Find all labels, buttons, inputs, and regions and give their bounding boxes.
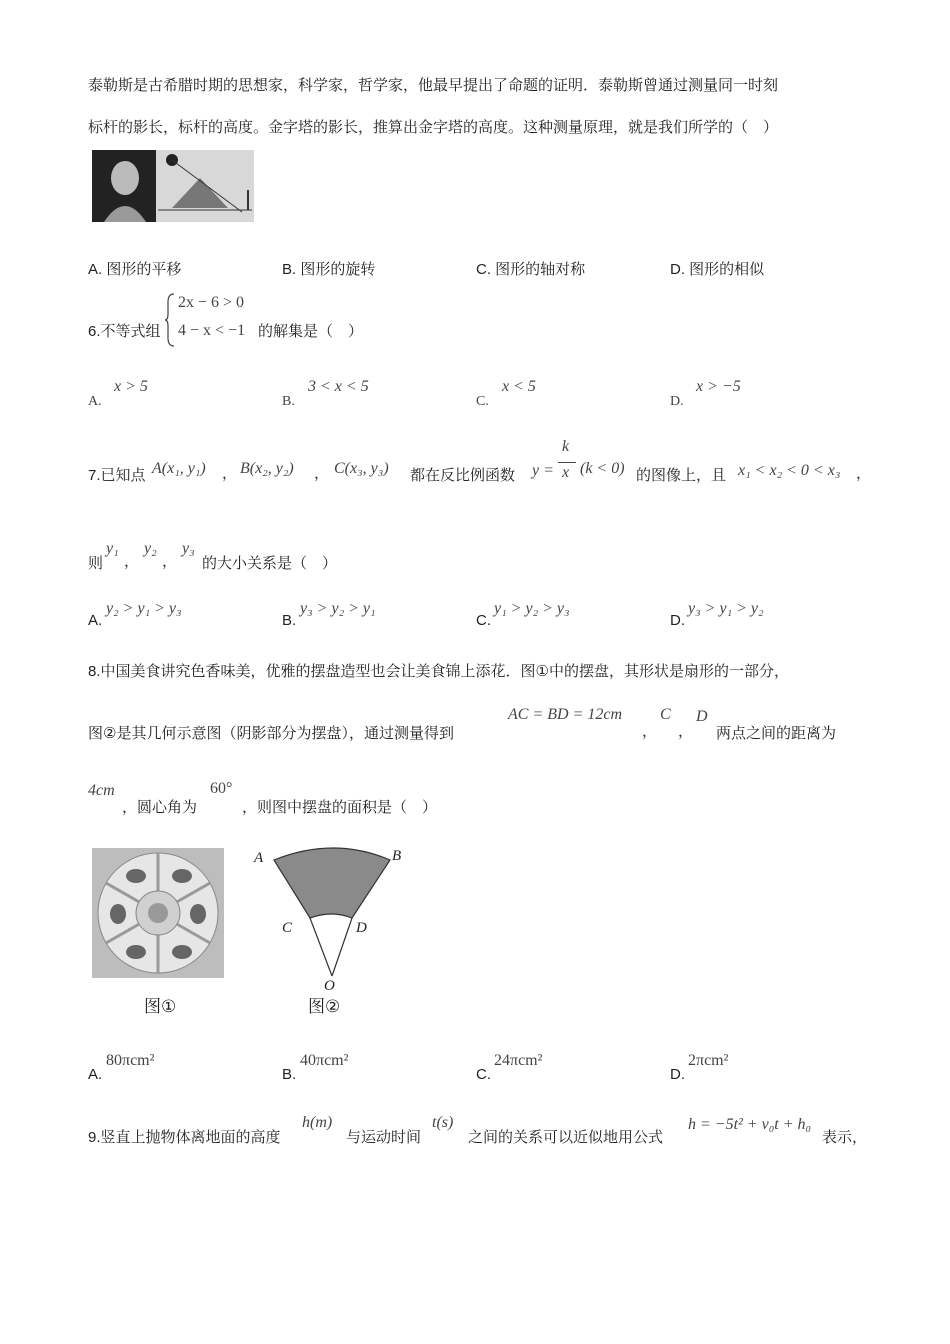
q8-label-b: B.: [282, 1066, 297, 1083]
q8-line1: 8.中国美食讲究色香味美，优雅的摆盘造型也会让美食锦上添花．图①中的摆盘，其形状是扇形的一部分，: [88, 663, 789, 680]
q7-label-a: A.: [88, 612, 103, 629]
q6-eq1: 2x − 6 > 0: [178, 294, 245, 311]
q7-label-b: B.: [282, 612, 297, 629]
q7-point-c: C(x₃, y₃): [334, 460, 389, 477]
label-o: O: [324, 978, 335, 992]
q6-option-a: x > 5: [114, 378, 148, 395]
q8-point-d: D: [696, 708, 708, 725]
q6-option-d: x > −5: [696, 378, 741, 395]
label-c: C: [282, 920, 293, 936]
q8-line3-math: 4cm: [88, 782, 115, 799]
q7-fraction-bar: [558, 462, 576, 463]
q8-option-b: 40πcm²: [300, 1052, 349, 1069]
q7-func-lhs: y =: [532, 462, 554, 479]
q9-prefix: 9.竖直上抛物体离地面的高度: [88, 1129, 281, 1146]
sector-diagram: [248, 842, 418, 992]
q6-option-c: x < 5: [502, 378, 536, 395]
q8-line2-text: 图②是其几何示意图（阴影部分为摆盘），通过测量得到: [88, 725, 454, 742]
q8-line3-a: ，圆心角为: [122, 799, 198, 816]
label-d: D: [356, 920, 367, 936]
q7-comma: ，: [856, 464, 872, 482]
q7-func-num: k: [562, 438, 570, 455]
q5-option-d: D. 图形的相似: [670, 261, 765, 278]
q7-inequality: x₁ < x₂ < 0 < x₃: [738, 462, 841, 479]
q8-line2-end: 两点之间的距离为: [716, 725, 837, 742]
q7-y2: y₂: [144, 540, 157, 557]
q8-option-d: 2πcm²: [688, 1052, 729, 1069]
q8-line3-b: ，则图中摆盘的面积是（ ）: [242, 799, 438, 816]
q5-option-c: C. 图形的轴对称: [476, 261, 586, 278]
fig1-caption: 图①: [144, 997, 177, 1016]
q9-mid2: 之间的关系可以近似地用公式: [468, 1129, 664, 1146]
q7-mid: 都在反比例函数: [410, 467, 516, 484]
q5-line2: 标杆的影长，标杆的高度。金字塔的影长，推算出金字塔的高度。这种测量原理，就是我们所学的（ ）: [88, 118, 779, 136]
q6-prefix: 6.不等式组: [88, 323, 161, 340]
q9-h: h(m): [302, 1114, 333, 1131]
q7-line2-prefix: 则: [88, 555, 104, 572]
label-b: B: [392, 848, 402, 864]
q7-option-b: y₃ > y₂ > y₁: [300, 600, 376, 617]
plate-photo: [92, 848, 224, 978]
q7-label-d: D.: [670, 612, 685, 629]
q8-line2-math: AC = BD = 12cm: [508, 706, 623, 723]
q6-label-d: D.: [670, 394, 684, 409]
q7-func-den: x: [562, 464, 570, 481]
q6-option-b: 3 < x < 5: [308, 378, 369, 395]
q8-line3-angle: 60°: [210, 780, 233, 797]
q9-t: t(s): [432, 1114, 454, 1131]
q7-prefix: 7.已知点: [88, 467, 146, 484]
q7-point-a: A(x₁, y₁): [152, 460, 206, 477]
q6-label-a: A.: [88, 394, 102, 409]
fig2-caption: 图②: [308, 997, 341, 1016]
q8-point-c: C: [660, 706, 671, 723]
q8-label-d: D.: [670, 1066, 685, 1083]
q8-option-c: 24πcm²: [494, 1052, 543, 1069]
q8-label-c: C.: [476, 1066, 491, 1083]
q7-option-a: y₂ > y₁ > y₃: [106, 600, 182, 617]
q7-y3: y₃: [182, 540, 195, 557]
q5-option-a: A. 图形的平移: [88, 261, 182, 278]
q7-option-d: y₃ > y₁ > y₂: [688, 600, 764, 617]
q7-after: 的图像上，且: [636, 467, 727, 484]
q7-line2-suffix: 的大小关系是（ ）: [202, 555, 338, 572]
q6-eq2: 4 − x < −1: [178, 322, 246, 339]
q9-formula: h = −5t² + v₀t + h₀: [688, 1116, 812, 1133]
q6-suffix: 的解集是（ ）: [258, 323, 364, 340]
q7-y1: y₁: [106, 540, 119, 557]
thales-photo: [92, 150, 254, 222]
label-a: A: [254, 850, 264, 866]
q6-label-b: B.: [282, 394, 295, 409]
q7-label-c: C.: [476, 612, 491, 629]
q9-mid: 与运动时间: [346, 1129, 422, 1146]
q9-suffix: 表示，: [822, 1129, 868, 1146]
q5-line1: 泰勒斯是古希腊时期的思想家，科学家，哲学家，他最早提出了命题的证明．泰勒斯曾通过测量同一时刻: [88, 76, 779, 94]
q7-option-c: y₁ > y₂ > y₃: [494, 600, 570, 617]
q5-option-b: B. 图形的旋转: [282, 261, 376, 278]
q7-func-cond: (k < 0): [580, 460, 625, 477]
q8-label-a: A.: [88, 1066, 103, 1083]
q6-brace-icon: [164, 292, 176, 348]
q8-option-a: 80πcm²: [106, 1052, 155, 1069]
q6-label-c: C.: [476, 394, 489, 409]
q7-point-b: B(x₂, y₂): [240, 460, 294, 477]
